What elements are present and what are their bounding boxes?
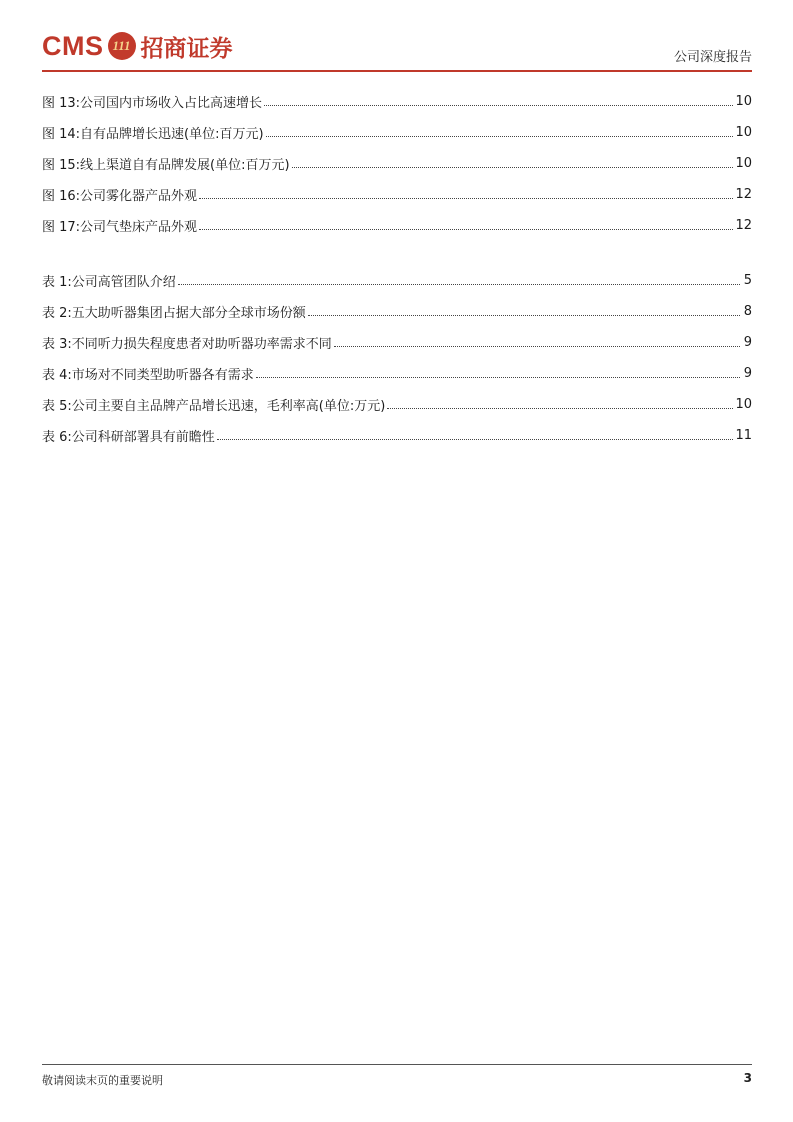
- toc-leader: [308, 315, 740, 316]
- toc-label[interactable]: 图 14:自有品牌增长迅速(单位:百万元): [42, 127, 264, 142]
- toc-row[interactable]: [42, 210, 752, 241]
- toc-leader: [217, 439, 734, 440]
- toc-leader: [387, 408, 733, 409]
- page-number: 3: [743, 1071, 752, 1085]
- toc-row[interactable]: [42, 420, 752, 451]
- toc-page: 5: [743, 273, 752, 288]
- toc-row[interactable]: [42, 358, 752, 389]
- toc-row[interactable]: [42, 86, 752, 117]
- toc-label[interactable]: 图 15:线上渠道自有品牌发展(单位:百万元): [42, 158, 290, 173]
- logo-emblem-icon: 111: [108, 32, 136, 60]
- toc-label[interactable]: 表 4:市场对不同类型助听器各有需求: [42, 368, 254, 383]
- toc-row[interactable]: [42, 148, 752, 179]
- page-header: [42, 28, 752, 72]
- toc-page: 10: [735, 156, 752, 171]
- toc-label[interactable]: 表 6:公司科研部署具有前瞻性: [42, 430, 215, 445]
- toc-row[interactable]: [42, 179, 752, 210]
- header-divider: [42, 70, 752, 72]
- toc-label[interactable]: 表 5:公司主要自主品牌产品增长迅速，毛利率高(单位:万元): [42, 399, 386, 414]
- toc-leader: [264, 105, 733, 106]
- logo-latin-text: CMS: [42, 30, 104, 61]
- toc-row[interactable]: [42, 327, 752, 358]
- toc-leader: [266, 136, 734, 137]
- toc-leader: [178, 284, 740, 285]
- toc-label[interactable]: 表 1:公司高管团队介绍: [42, 275, 176, 290]
- toc-page: 9: [743, 366, 752, 381]
- report-type: 公司深度报告: [673, 50, 752, 65]
- toc-label[interactable]: 图 13:公司国内市场收入占比高速增长: [42, 96, 263, 111]
- toc-leader: [199, 198, 733, 199]
- toc-leader: [292, 167, 734, 168]
- toc-page: 12: [735, 218, 752, 233]
- toc-leader: [256, 377, 740, 378]
- footer-notice: 敬请阅读末页的重要说明: [42, 1074, 163, 1087]
- toc-page: 10: [735, 397, 752, 412]
- page-footer: [42, 1064, 752, 1087]
- toc-label[interactable]: 图 17:公司气垫床产品外观: [42, 220, 198, 235]
- toc-label[interactable]: 表 3:不同听力损失程度患者对助听器功率需求不同: [42, 337, 332, 352]
- footer-divider: [42, 1064, 752, 1065]
- table-list: [42, 265, 752, 451]
- toc-row[interactable]: [42, 117, 752, 148]
- toc-row[interactable]: [42, 265, 752, 296]
- logo-chinese-text: 招商证券: [140, 34, 233, 62]
- toc-page: 10: [735, 125, 752, 140]
- toc-page: 9: [743, 335, 752, 350]
- cms-logo: [42, 28, 233, 64]
- toc-leader: [334, 346, 740, 347]
- figure-list: [42, 86, 752, 241]
- toc-row[interactable]: [42, 296, 752, 327]
- toc-label[interactable]: 图 16:公司雾化器产品外观: [42, 189, 198, 204]
- toc-row[interactable]: [42, 389, 752, 420]
- toc-page: 12: [735, 187, 752, 202]
- toc-page: 8: [743, 304, 752, 319]
- toc-leader: [199, 229, 733, 230]
- toc-page: 10: [735, 94, 752, 109]
- toc-label[interactable]: 表 2:五大助听器集团占据大部分全球市场份额: [42, 306, 306, 321]
- toc-page: 11: [735, 428, 752, 443]
